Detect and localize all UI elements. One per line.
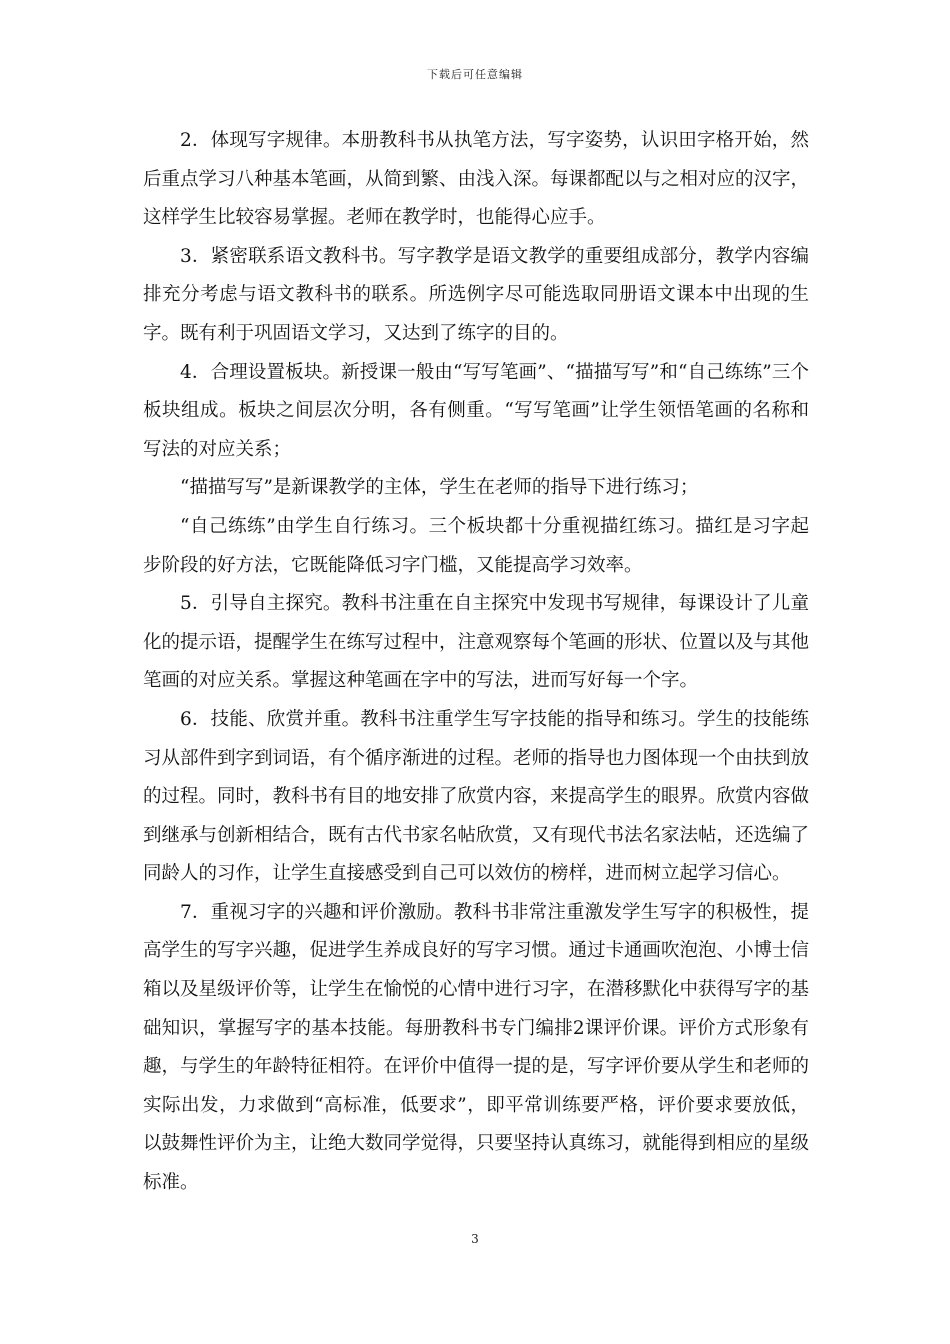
paragraph-chinese-textbook-link: 3．紧密联系语文教科书。写字教学是语文教学的重要组成部分，教学内容编排充分考虑与语文教科书的联系。所选例字尽可能选取同册语文课本中出现的生字。既有利于巩固语文学习，又达到了练字的目的。 <box>143 245 809 344</box>
document-body <box>143 122 809 1203</box>
paragraph-self-exploration: 5．引导自主探究。教科书注重在自主探究中发现书写规律，每课设计了儿童化的提示语，提醒学生在练写过程中，注意观察每个笔画的形状、位置以及与其他笔画的对应关系。掌握这种笔画在字中的写法，进而写好每一个字。 <box>143 593 810 692</box>
paragraph-interest-evaluation: 7．重视习字的兴趣和评价激励。教科书非常注重激发学生写字的积极性，提高学生的写字兴趣，促进学生养成良好的写字习惯。通过卡通画吹泡泡、小博士信箱以及星级评价等，让学生在愉悦的心情中进行习字，在潜移默化中获得写字的基础知识，掌握写字的基本技能。每册教科书专门编排2课评价课。评价方式形象有趣，与学生的年龄特征相符。在评价中值得一提的是，写字评价要从学生和老师的实际出发，力求做到“高标准，低要求”，即平常训练要严格，评价要求要放低，以鼓舞性评价为主，让绝大数同学觉得，只要坚持认真练习，就能得到相应的星级标准。 <box>143 901 810 1194</box>
paragraph-writing-rules: 2．体现写字规律。本册教科书从执笔方法，写字姿势，认识田字格开始，然后重点学习八种基本笔画，从简到繁、由浅入深。每课都配以与之相对应的汉字，这样学生比较容易掌握。老师在教学时，也能得心应手。 <box>143 130 810 229</box>
page-number: 3 <box>471 1232 479 1246</box>
paragraph-skills-appreciation: 6．技能、欣赏并重。教科书注重学生写字技能的指导和练习。学生的技能练习从部件到字到词语，有个循序渐进的过程。老师的指导也力图体现一个由扶到放的过程。同时，教科书有目的地安排了欣赏内容，来提高学生的眼界。欣赏内容做到继承与创新相结合，既有古代书家名帖欣赏，又有现代书法名家法帖，还选编了同龄人的习作，让学生直接感受到自己可以效仿的榜样，进而树立起学习信心。 <box>143 708 810 885</box>
paragraph-self-practice: “自己练练”由学生自行练习。三个板块都十分重视描红练习。描红是习字起步阶段的好方法，它既能降低习字门槛，又能提高学习效率。 <box>143 515 809 576</box>
page-header: 下载后可任意编辑 <box>427 68 523 81</box>
paragraph-trace-and-write: “描描写写”是新课教学的主体，学生在老师的指导下进行练习； <box>180 477 699 499</box>
paragraph-section-setup: 4．合理设置板块。新授课一般由“写写笔画”、“描描写写”和“自己练练”三个板块组成。板块之间层次分明，各有侧重。“写写笔画”让学生领悟笔画的名称和写法的对应关系； <box>143 361 809 460</box>
